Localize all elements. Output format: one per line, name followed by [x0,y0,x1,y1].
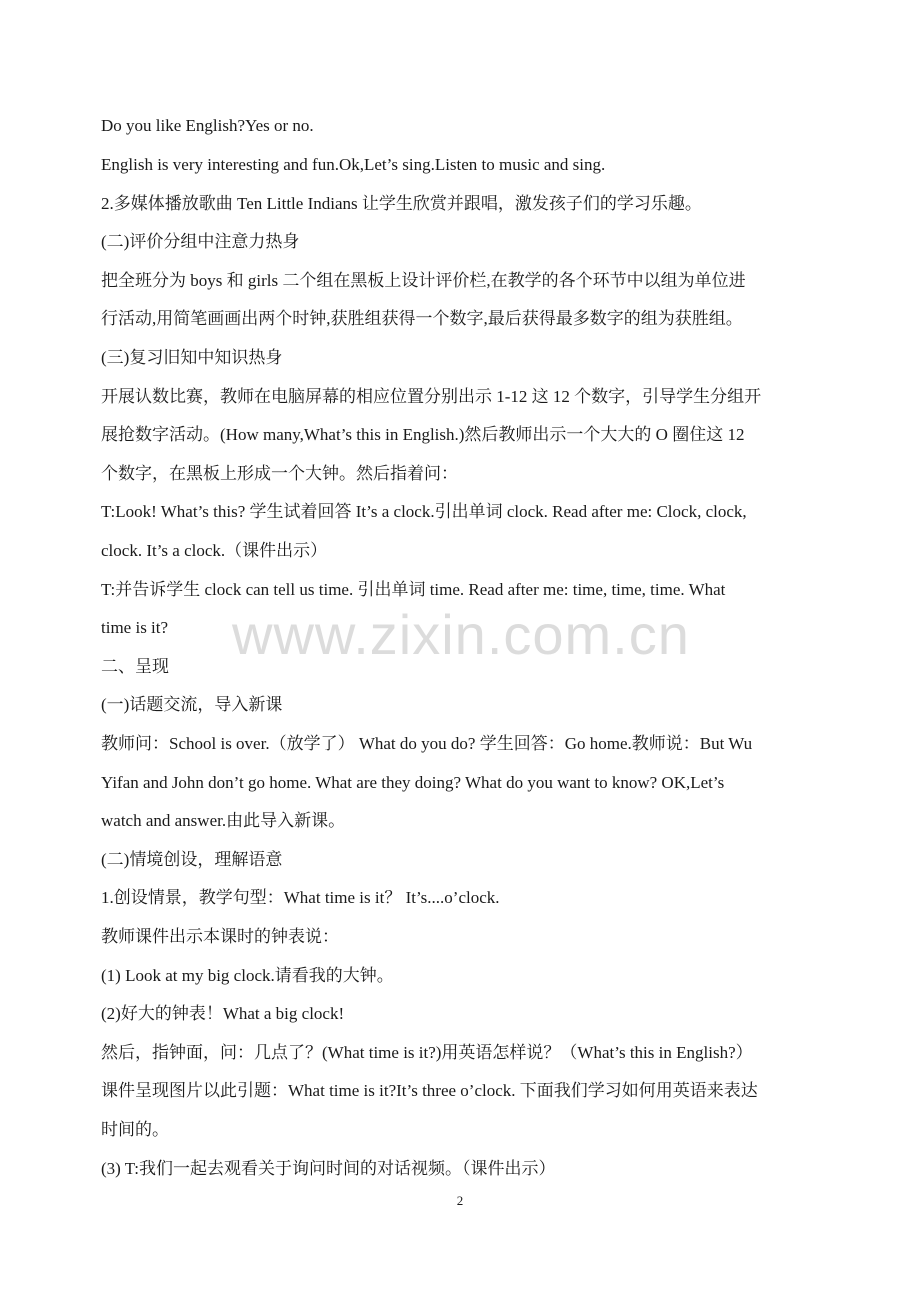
section-heading: (一)话题交流，导入新课 [101,695,283,714]
text-line: clock. It’s a clock.（课件出示） [101,541,328,560]
text-line: 时间的。 [101,1120,169,1139]
text-line: 行活动,用简笔画画出两个时钟,获胜组获得一个数字,最后获得最多数字的组为获胜组。 [101,309,743,328]
text-line: T:并告诉学生 clock can tell us time. 引出单词 time. Read after me: time, time, time. What [101,580,726,599]
text-line: watch and answer.由此导入新课。 [101,811,346,830]
text-line: (2)好大的钟表！What a big clock! [101,1004,345,1023]
text-line: 课件呈现图片以此引题：What time is it?It’s three o’clock. 下面我们学习如何用英语来表达 [101,1081,758,1100]
section-heading: (三)复习旧知中知识热身 [101,348,283,367]
page-number: 2 [456,1193,464,1208]
text-line: 开展认数比赛，教师在电脑屏幕的相应位置分别出示 1-12 这 12 个数字，引导学生分组开 [101,387,762,406]
watermark: www.zixin.com.cn [232,603,690,666]
text-line: 教师课件出示本课时的钟表说： [101,927,339,946]
text-line: time is it? [101,618,169,637]
text-line: 教师问：School is over.（放学了） What do you do? 学生回答：Go home.教师说：But Wu [101,734,753,753]
text-line: English is very interesting and fun.Ok,Let’s sing.Listen to music and sing. [101,155,606,174]
text-line: (1) Look at my big clock.请看我的大钟。 [101,966,394,985]
text-line: T:Look! What’s this? 学生试着回答 It’s a clock.引出单词 clock. Read after me: Clock, clock, [101,502,747,521]
section-heading: (二)评价分组中注意力热身 [101,232,300,251]
section-heading: (二)情境创设，理解语意 [101,850,283,869]
text-line: 2.多媒体播放歌曲 Ten Little Indians 让学生欣赏并跟唱，激发孩子们的学习乐趣。 [101,194,702,213]
text-line: 然后，指钟面，问：几点了？(What time is it?)用英语怎样说？（What’s this in English?） [101,1043,753,1062]
text-line: 把全班分为 boys 和 girls 二个组在黑板上设计评价栏,在教学的各个环节中以组为单位进 [101,271,746,290]
text-line: (3) T:我们一起去观看关于询问时间的对话视频。（课件出示） [101,1159,556,1178]
text-line: Do you like English?Yes or no. [101,116,314,135]
section-heading: 二、呈现 [101,657,169,676]
text-line: 个数字，在黑板上形成一个大钟。然后指着问： [101,464,458,483]
text-line: Yifan and John don’t go home. What are they doing? What do you want to know? OK,Let’s [101,773,725,792]
text-line: 1.创设情景，教学句型：What time is it？ It’s....o’clock. [101,888,500,907]
text-line: 展抢数字活动。(How many,What’s this in English.)然后教师出示一个大大的 O 圈住这 12 [101,425,745,444]
